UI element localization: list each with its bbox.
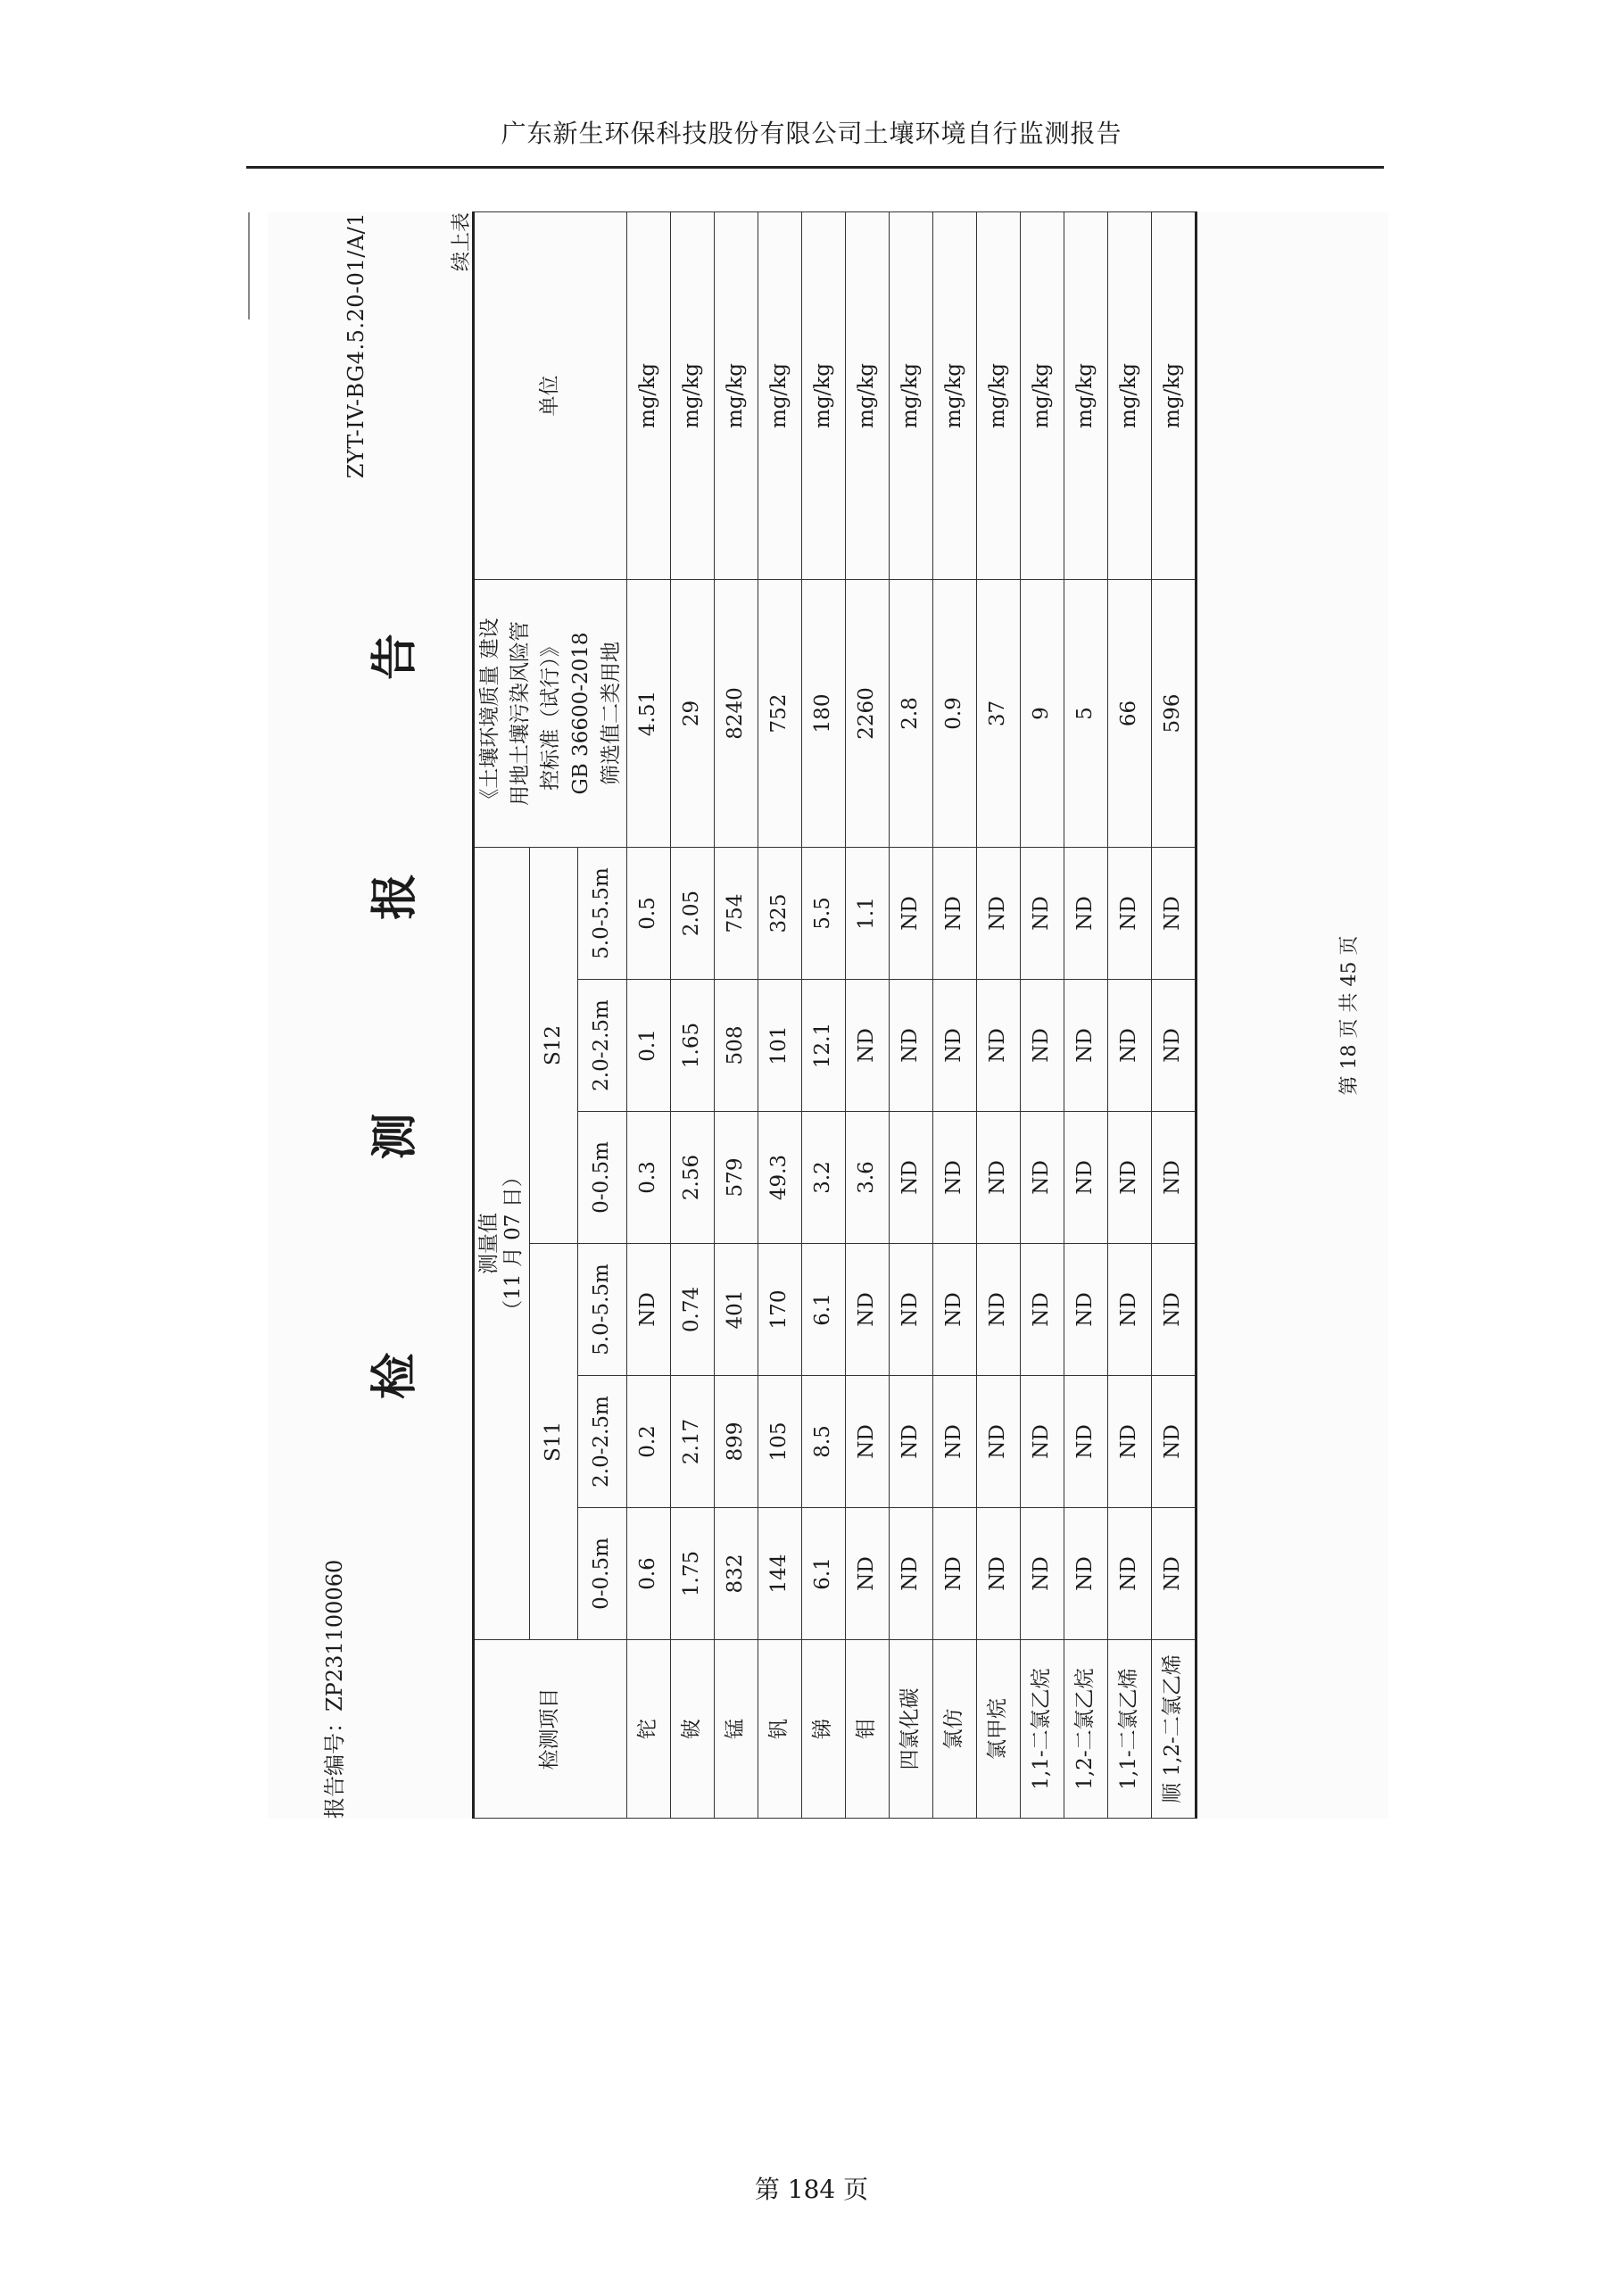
value-cell: ND bbox=[1152, 1508, 1197, 1640]
value-cell: 101 bbox=[758, 980, 802, 1112]
value-cell: ND bbox=[1021, 1244, 1064, 1376]
header-depth: 0-0.5m bbox=[578, 1508, 627, 1640]
table-row bbox=[627, 212, 671, 1819]
value-cell: ND bbox=[846, 980, 890, 1112]
value-cell: ND bbox=[1064, 1376, 1108, 1508]
value-cell: 508 bbox=[715, 980, 758, 1112]
unit-cell: mg/kg bbox=[671, 212, 715, 580]
value-cell: 1.75 bbox=[671, 1508, 715, 1640]
unit-cell: mg/kg bbox=[846, 212, 890, 580]
standard-cell: 2260 bbox=[846, 580, 890, 848]
item-cell: 氯甲烷 bbox=[977, 1640, 1021, 1819]
standard-line: 筛选值二类用地 bbox=[600, 642, 623, 785]
value-cell: 1.1 bbox=[846, 848, 890, 980]
value-cell: ND bbox=[627, 1244, 671, 1376]
value-cell: ND bbox=[1064, 1508, 1108, 1640]
value-cell: 832 bbox=[715, 1508, 758, 1640]
value-cell: 3.2 bbox=[802, 1112, 846, 1244]
header-date: （11 月 07 日） bbox=[501, 1166, 526, 1321]
standard-cell: 180 bbox=[802, 580, 846, 848]
value-cell: 8.5 bbox=[802, 1376, 846, 1508]
standard-cell: 8240 bbox=[715, 580, 758, 848]
value-cell: ND bbox=[890, 1112, 933, 1244]
document-code: ZYT-IV-BG4.5.20-01/A/1 bbox=[344, 212, 368, 479]
item-cell: 锰 bbox=[715, 1640, 758, 1819]
value-cell: 0.3 bbox=[627, 1112, 671, 1244]
value-cell: ND bbox=[1021, 1508, 1064, 1640]
value-cell: ND bbox=[1021, 1112, 1064, 1244]
value-cell: 325 bbox=[758, 848, 802, 980]
value-cell: 144 bbox=[758, 1508, 802, 1640]
rotated-report bbox=[268, 212, 1388, 1819]
value-cell: ND bbox=[890, 980, 933, 1112]
unit-cell: mg/kg bbox=[977, 212, 1021, 580]
value-cell: 754 bbox=[715, 848, 758, 980]
standard-cell: 66 bbox=[1108, 580, 1152, 848]
value-cell: ND bbox=[846, 1376, 890, 1508]
standard-cell: 752 bbox=[758, 580, 802, 848]
value-cell: ND bbox=[1108, 980, 1152, 1112]
item-cell: 四氯化碳 bbox=[890, 1640, 933, 1819]
header-depth: 5.0-5.5m bbox=[578, 848, 627, 980]
value-cell: 2.17 bbox=[671, 1376, 715, 1508]
header-measured bbox=[474, 848, 530, 1640]
standard-cell: 5 bbox=[1064, 580, 1108, 848]
value-cell: ND bbox=[890, 1244, 933, 1376]
value-cell: 2.05 bbox=[671, 848, 715, 980]
value-cell: ND bbox=[890, 1508, 933, 1640]
item-cell: 氯仿 bbox=[933, 1640, 977, 1819]
standard-cell: 9 bbox=[1021, 580, 1064, 848]
item-cell: 锑 bbox=[802, 1640, 846, 1819]
value-cell: ND bbox=[977, 1112, 1021, 1244]
standard-cell: 2.8 bbox=[890, 580, 933, 848]
item-cell: 1,2-二氯乙烷 bbox=[1064, 1640, 1108, 1819]
header-divider bbox=[246, 166, 1384, 169]
value-cell: ND bbox=[846, 1244, 890, 1376]
table-row bbox=[933, 212, 977, 1819]
title-char: 检 bbox=[368, 1350, 422, 1399]
value-cell: ND bbox=[1108, 1112, 1152, 1244]
table-row bbox=[1152, 212, 1197, 1819]
standard-cell: 4.51 bbox=[627, 580, 671, 848]
value-cell: ND bbox=[890, 848, 933, 980]
value-cell: ND bbox=[933, 980, 977, 1112]
table-row bbox=[802, 212, 846, 1819]
standard-cell: 0.9 bbox=[933, 580, 977, 848]
inner-page-number: 第 18 页 共 45 页 bbox=[1338, 935, 1361, 1096]
value-cell: ND bbox=[1064, 1244, 1108, 1376]
value-cell: ND bbox=[977, 980, 1021, 1112]
value-cell: 0.2 bbox=[627, 1376, 671, 1508]
value-cell: 401 bbox=[715, 1244, 758, 1376]
value-cell: ND bbox=[1021, 980, 1064, 1112]
value-cell: ND bbox=[977, 848, 1021, 980]
standard-cell: 37 bbox=[977, 580, 1021, 848]
item-cell: 铍 bbox=[671, 1640, 715, 1819]
value-cell: ND bbox=[1064, 848, 1108, 980]
table-row bbox=[1064, 212, 1108, 1819]
header-site-s11: S11 bbox=[529, 1244, 578, 1640]
value-cell: ND bbox=[1108, 1244, 1152, 1376]
value-cell: ND bbox=[1108, 1508, 1152, 1640]
value-cell: ND bbox=[1064, 1112, 1108, 1244]
table-row bbox=[671, 212, 715, 1819]
results-table bbox=[472, 211, 1197, 1819]
header-depth: 2.0-2.5m bbox=[578, 1376, 627, 1508]
value-cell: 12.1 bbox=[802, 980, 846, 1112]
unit-cell: mg/kg bbox=[933, 212, 977, 580]
value-cell: 5.5 bbox=[802, 848, 846, 980]
value-cell: ND bbox=[1152, 848, 1197, 980]
unit-cell: mg/kg bbox=[1021, 212, 1064, 580]
value-cell: ND bbox=[977, 1508, 1021, 1640]
header-row-1 bbox=[474, 212, 530, 1819]
table-row bbox=[1108, 212, 1152, 1819]
header-site-s12: S12 bbox=[529, 848, 578, 1244]
value-cell: ND bbox=[1152, 1244, 1197, 1376]
standard-line: 《土壤环境质量 建设 bbox=[478, 618, 501, 809]
table-row bbox=[890, 212, 933, 1819]
header-depth: 2.0-2.5m bbox=[578, 980, 627, 1112]
unit-cell: mg/kg bbox=[1152, 212, 1197, 580]
value-cell: 2.56 bbox=[671, 1112, 715, 1244]
value-cell: ND bbox=[1021, 848, 1064, 980]
value-cell: ND bbox=[846, 1508, 890, 1640]
value-cell: 6.1 bbox=[802, 1508, 846, 1640]
header-depth: 5.0-5.5m bbox=[578, 1244, 627, 1376]
table-row bbox=[846, 212, 890, 1819]
standard-line: GB 36600-2018 bbox=[569, 632, 592, 795]
value-cell: 1.65 bbox=[671, 980, 715, 1112]
value-cell: ND bbox=[1108, 848, 1152, 980]
item-cell: 1,1-二氯乙烷 bbox=[1021, 1640, 1064, 1819]
header-item: 检测项目 bbox=[474, 1640, 627, 1819]
title-char: 测 bbox=[368, 1111, 422, 1160]
unit-cell: mg/kg bbox=[715, 212, 758, 580]
table-row bbox=[977, 212, 1021, 1819]
page-header: 广东新生环保科技股份有限公司土壤环境自行监测报告 bbox=[501, 119, 1122, 148]
header-standard bbox=[474, 580, 627, 848]
value-cell: ND bbox=[977, 1244, 1021, 1376]
standard-cell: 29 bbox=[671, 580, 715, 848]
standard-line: 控标准（试行）》 bbox=[539, 636, 562, 791]
scan-edge-line bbox=[248, 212, 250, 319]
value-cell: 899 bbox=[715, 1376, 758, 1508]
unit-cell: mg/kg bbox=[1108, 212, 1152, 580]
unit-cell: mg/kg bbox=[802, 212, 846, 580]
value-cell: 105 bbox=[758, 1376, 802, 1508]
value-cell: 49.3 bbox=[758, 1112, 802, 1244]
value-cell: ND bbox=[977, 1376, 1021, 1508]
value-cell: 0.5 bbox=[627, 848, 671, 980]
results-table-wrapper bbox=[472, 212, 1197, 1819]
item-cell: 钒 bbox=[758, 1640, 802, 1819]
unit-cell: mg/kg bbox=[627, 212, 671, 580]
value-cell: 170 bbox=[758, 1244, 802, 1376]
page-footer: 第 184 页 bbox=[754, 2175, 869, 2204]
value-cell: ND bbox=[1152, 980, 1197, 1112]
table-row bbox=[758, 212, 802, 1819]
value-cell: ND bbox=[1108, 1376, 1152, 1508]
value-cell: ND bbox=[1152, 1376, 1197, 1508]
value-cell: 0.6 bbox=[627, 1508, 671, 1640]
value-cell: ND bbox=[1064, 980, 1108, 1112]
value-cell: ND bbox=[933, 848, 977, 980]
standard-cell: 596 bbox=[1152, 580, 1197, 848]
value-cell: 3.6 bbox=[846, 1112, 890, 1244]
item-cell: 钼 bbox=[846, 1640, 890, 1819]
header-depth: 0-0.5m bbox=[578, 1112, 627, 1244]
value-cell: ND bbox=[890, 1376, 933, 1508]
value-cell: ND bbox=[933, 1508, 977, 1640]
value-cell: 579 bbox=[715, 1112, 758, 1244]
value-cell: 0.1 bbox=[627, 980, 671, 1112]
value-cell: 6.1 bbox=[802, 1244, 846, 1376]
value-cell: ND bbox=[1152, 1112, 1197, 1244]
value-cell: ND bbox=[1021, 1376, 1064, 1508]
header-unit: 单位 bbox=[474, 212, 627, 580]
item-cell: 铊 bbox=[627, 1640, 671, 1819]
value-cell: 0.74 bbox=[671, 1244, 715, 1376]
continued-note: 续上表 bbox=[451, 212, 473, 272]
table-row bbox=[715, 212, 758, 1819]
unit-cell: mg/kg bbox=[1064, 212, 1108, 580]
title-char: 告 bbox=[368, 632, 422, 681]
value-cell: ND bbox=[933, 1376, 977, 1508]
report-number: 报告编号：ZP231100060 bbox=[322, 1559, 347, 1819]
standard-line: 用地土壤污染风险管 bbox=[509, 621, 532, 806]
item-cell: 顺 1,2-二氯乙烯 bbox=[1152, 1640, 1197, 1819]
report-title bbox=[357, 632, 424, 1399]
value-cell: ND bbox=[933, 1244, 977, 1376]
header-measured-label: 测量值 bbox=[476, 1213, 501, 1274]
title-char: 报 bbox=[368, 871, 422, 920]
unit-cell: mg/kg bbox=[758, 212, 802, 580]
unit-cell: mg/kg bbox=[890, 212, 933, 580]
item-cell: 1,1-二氯乙烯 bbox=[1108, 1640, 1152, 1819]
table-row bbox=[1021, 212, 1064, 1819]
value-cell: ND bbox=[933, 1112, 977, 1244]
